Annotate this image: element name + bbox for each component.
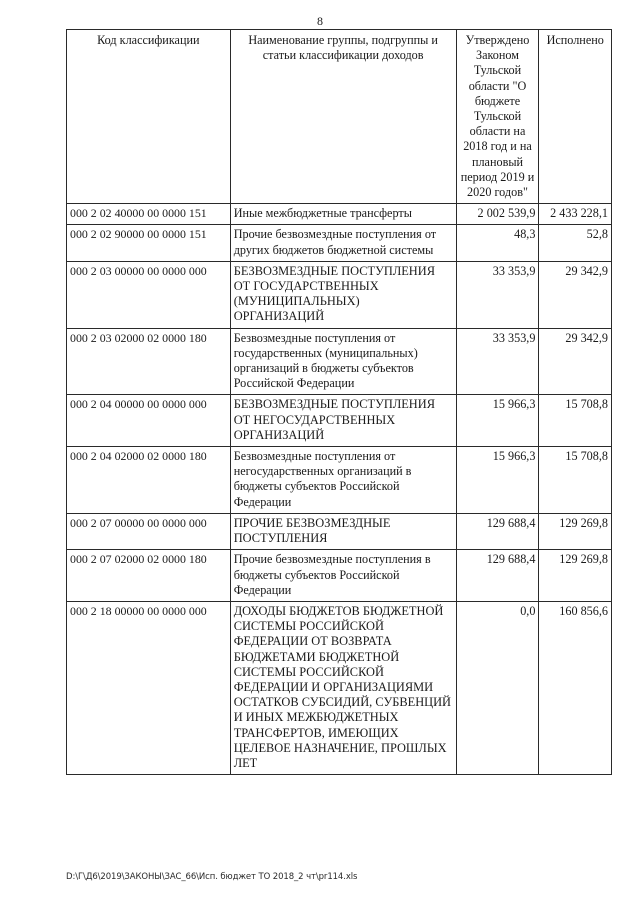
row-code: 000 2 02 40000 00 0000 151 <box>67 204 231 225</box>
header-name: Наименование группы, подгруппы и статьи классификации доходов <box>230 30 456 204</box>
table-row <box>67 395 612 447</box>
row-executed: 160 856,6 <box>539 601 612 774</box>
table-row <box>67 513 612 549</box>
row-code: 000 2 03 00000 00 0000 000 <box>67 261 231 328</box>
page-number: 8 <box>317 14 323 28</box>
table-row <box>67 447 612 514</box>
row-code: 000 2 04 02000 02 0000 180 <box>67 447 231 514</box>
row-code: 000 2 03 02000 02 0000 180 <box>67 328 231 395</box>
footer-file-path: D:\Г\Д6\2019\ЗАКОНЫ\ЗАС_66\Исп. бюджет ТО 2018_2 чт\pr114.xls <box>66 872 358 882</box>
row-name: Иные межбюджетные трансферты <box>230 204 456 225</box>
row-approved: 129 688,4 <box>456 513 539 549</box>
header-approved: Утверждено Законом Тульской области "О бюджете Тульской области на 2018 год и на плановый период 2019 и 2020 годов" <box>456 30 539 204</box>
row-approved: 15 966,3 <box>456 395 539 447</box>
row-code: 000 2 02 90000 00 0000 151 <box>67 225 231 261</box>
row-approved: 15 966,3 <box>456 447 539 514</box>
row-executed: 29 342,9 <box>539 261 612 328</box>
row-code: 000 2 04 00000 00 0000 000 <box>67 395 231 447</box>
row-code: 000 2 07 02000 02 0000 180 <box>67 550 231 602</box>
row-code: 000 2 07 00000 00 0000 000 <box>67 513 231 549</box>
table-row <box>67 550 612 602</box>
row-approved: 33 353,9 <box>456 261 539 328</box>
row-name: Прочие безвозмездные поступления от других бюджетов бюджетной системы <box>230 225 456 261</box>
table-row <box>67 225 612 261</box>
row-executed: 129 269,8 <box>539 513 612 549</box>
row-name: ПРОЧИЕ БЕЗВОЗМЕЗДНЫЕ ПОСТУПЛЕНИЯ <box>230 513 456 549</box>
row-approved: 48,3 <box>456 225 539 261</box>
row-executed: 15 708,8 <box>539 395 612 447</box>
budget-table <box>66 29 612 775</box>
table-row <box>67 204 612 225</box>
row-executed: 15 708,8 <box>539 447 612 514</box>
table-body <box>67 204 612 775</box>
row-approved: 2 002 539,9 <box>456 204 539 225</box>
header-row <box>67 30 612 204</box>
row-executed: 2 433 228,1 <box>539 204 612 225</box>
row-executed: 29 342,9 <box>539 328 612 395</box>
row-name: Безвозмездные поступления от государственных (муниципальных) организаций в бюджеты субъектов Российской Федерации <box>230 328 456 395</box>
table-row <box>67 601 612 774</box>
row-name: Безвозмездные поступления от негосударственных организаций в бюджеты субъектов Российской Федерации <box>230 447 456 514</box>
row-approved: 129 688,4 <box>456 550 539 602</box>
row-code: 000 2 18 00000 00 0000 000 <box>67 601 231 774</box>
row-approved: 33 353,9 <box>456 328 539 395</box>
row-name: БЕЗВОЗМЕЗДНЫЕ ПОСТУПЛЕНИЯ ОТ ГОСУДАРСТВЕННЫХ (МУНИЦИПАЛЬНЫХ) ОРГАНИЗАЦИЙ <box>230 261 456 328</box>
row-name: БЕЗВОЗМЕЗДНЫЕ ПОСТУПЛЕНИЯ ОТ НЕГОСУДАРСТВЕННЫХ ОРГАНИЗАЦИЙ <box>230 395 456 447</box>
row-executed: 129 269,8 <box>539 550 612 602</box>
row-name: ДОХОДЫ БЮДЖЕТОВ БЮДЖЕТНОЙ СИСТЕМЫ РОССИЙСКОЙ ФЕДЕРАЦИИ ОТ ВОЗВРАТА БЮДЖЕТАМИ БЮДЖЕТНОЙ СИСТЕМЫ РОССИЙСКОЙ ФЕДЕРАЦИИ И ОРГАНИЗАЦИЯМИ ОСТАТКОВ СУБСИДИЙ, СУБВЕНЦИЙ И ИНЫХ МЕЖБЮДЖЕТНЫХ ТРАНСФЕРТОВ, ИМЕЮЩИХ ЦЕЛЕВОЕ НАЗНАЧЕНИЕ, ПРОШЛЫХ ЛЕТ <box>230 601 456 774</box>
header-code: Код классификации <box>67 30 231 204</box>
row-name: Прочие безвозмездные поступления в бюджеты субъектов Российской Федерации <box>230 550 456 602</box>
row-executed: 52,8 <box>539 225 612 261</box>
table-header <box>67 30 612 204</box>
row-approved: 0,0 <box>456 601 539 774</box>
table-row <box>67 328 612 395</box>
header-executed: Исполнено <box>539 30 612 204</box>
table-row <box>67 261 612 328</box>
